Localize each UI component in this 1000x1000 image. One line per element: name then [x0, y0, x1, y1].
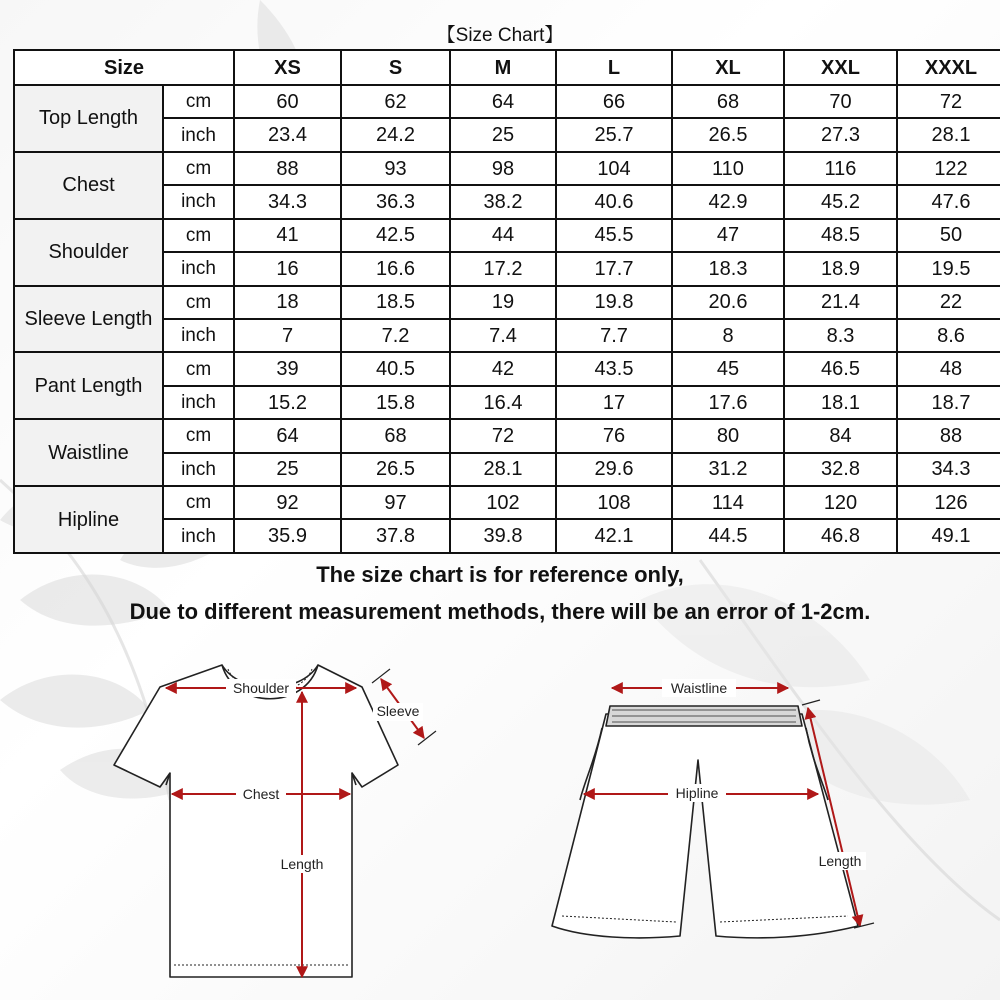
inch-value-cell: 42.1 [556, 519, 672, 553]
cm-value-cell: 19 [450, 286, 556, 319]
tshirt-diagram [100, 655, 460, 990]
inch-value-cell: 38.2 [450, 185, 556, 218]
inch-value-cell: 36.3 [341, 185, 450, 218]
size-xs-header: XS [234, 50, 341, 85]
cm-value-cell: 104 [556, 152, 672, 185]
cm-value-cell: 114 [672, 486, 784, 519]
unit-cm-label: cm [163, 286, 234, 319]
cm-value-cell: 46.5 [784, 352, 897, 385]
inch-value-cell: 16 [234, 252, 341, 285]
cm-value-cell: 66 [556, 85, 672, 118]
size-xl-header: XL [672, 50, 784, 85]
cm-value-cell: 64 [234, 419, 341, 452]
cm-value-cell: 20.6 [672, 286, 784, 319]
inch-value-cell: 8.3 [784, 319, 897, 352]
inch-value-cell: 17.6 [672, 386, 784, 419]
cm-value-cell: 84 [784, 419, 897, 452]
cm-value-cell: 18.5 [341, 286, 450, 319]
inch-value-cell: 34.3 [897, 453, 1000, 486]
shoulder-cm-row [14, 219, 1000, 252]
shorts-waistline-label: Waistline [670, 680, 728, 696]
size-chart-title: 【Size Chart】 [436, 25, 564, 46]
cm-value-cell: 48.5 [784, 219, 897, 252]
measure-label: Sleeve Length [14, 286, 163, 353]
cm-value-cell: 41 [234, 219, 341, 252]
inch-value-cell: 26.5 [341, 453, 450, 486]
cm-value-cell: 45 [672, 352, 784, 385]
unit-cm-label: cm [163, 85, 234, 118]
inch-value-cell: 46.8 [784, 519, 897, 553]
inch-value-cell: 34.3 [234, 185, 341, 218]
inch-value-cell: 18.1 [784, 386, 897, 419]
cm-value-cell: 22 [897, 286, 1000, 319]
inch-value-cell: 49.1 [897, 519, 1000, 553]
shirt-shoulder-label: Shoulder [232, 680, 290, 696]
measure-label: Chest [14, 152, 163, 219]
cm-value-cell: 80 [672, 419, 784, 452]
cm-value-cell: 60 [234, 85, 341, 118]
unit-inch-label: inch [163, 453, 234, 486]
chest-cm-row [14, 152, 1000, 185]
cm-value-cell: 70 [784, 85, 897, 118]
cm-value-cell: 88 [234, 152, 341, 185]
cm-value-cell: 42.5 [341, 219, 450, 252]
inch-value-cell: 18.9 [784, 252, 897, 285]
inch-value-cell: 40.6 [556, 185, 672, 218]
unit-inch-label: inch [163, 519, 234, 553]
inch-value-cell: 8.6 [897, 319, 1000, 352]
size-header-cell: Size [14, 50, 234, 85]
cm-value-cell: 68 [672, 85, 784, 118]
unit-cm-label: cm [163, 419, 234, 452]
cm-value-cell: 68 [341, 419, 450, 452]
inch-value-cell: 31.2 [672, 453, 784, 486]
unit-inch-label: inch [163, 185, 234, 218]
cm-value-cell: 88 [897, 419, 1000, 452]
shirt-sleeve-label: Sleeve [376, 703, 420, 719]
sleeve-length-cm-row [14, 286, 1000, 319]
cm-value-cell: 50 [897, 219, 1000, 252]
inch-value-cell: 17.2 [450, 252, 556, 285]
measure-label: Top Length [14, 85, 163, 152]
size-m-header: M [450, 50, 556, 85]
inch-value-cell: 42.9 [672, 185, 784, 218]
size-l-header: L [556, 50, 672, 85]
inch-value-cell: 7.2 [341, 319, 450, 352]
unit-inch-label: inch [163, 118, 234, 151]
cm-value-cell: 42 [450, 352, 556, 385]
inch-value-cell: 18.3 [672, 252, 784, 285]
cm-value-cell: 93 [341, 152, 450, 185]
inch-value-cell: 35.9 [234, 519, 341, 553]
size-xxxl-header: XXXL [897, 50, 1000, 85]
cm-value-cell: 116 [784, 152, 897, 185]
error-note: Due to different measurement methods, there will be an error of 1-2cm. [129, 599, 871, 624]
cm-value-cell: 21.4 [784, 286, 897, 319]
shorts-length-label: Length [818, 853, 862, 869]
cm-value-cell: 43.5 [556, 352, 672, 385]
inch-value-cell: 26.5 [672, 118, 784, 151]
inch-value-cell: 16.6 [341, 252, 450, 285]
measure-label: Shoulder [14, 219, 163, 286]
inch-value-cell: 8 [672, 319, 784, 352]
shirt-length-label: Length [280, 856, 324, 872]
shorts-diagram [540, 670, 900, 960]
inch-value-cell: 23.4 [234, 118, 341, 151]
cm-value-cell: 92 [234, 486, 341, 519]
inch-value-cell: 47.6 [897, 185, 1000, 218]
cm-value-cell: 48 [897, 352, 1000, 385]
shirt-chest-label: Chest [242, 786, 280, 802]
inch-value-cell: 37.8 [341, 519, 450, 553]
cm-value-cell: 62 [341, 85, 450, 118]
reference-note: The size chart is for reference only, [316, 562, 684, 587]
inch-value-cell: 18.7 [897, 386, 1000, 419]
cm-value-cell: 47 [672, 219, 784, 252]
size-table-body [14, 85, 1000, 553]
size-xxl-header: XXL [784, 50, 897, 85]
unit-inch-label: inch [163, 319, 234, 352]
inch-value-cell: 32.8 [784, 453, 897, 486]
inch-value-cell: 24.2 [341, 118, 450, 151]
cm-value-cell: 45.5 [556, 219, 672, 252]
cm-value-cell: 98 [450, 152, 556, 185]
unit-cm-label: cm [163, 352, 234, 385]
cm-value-cell: 76 [556, 419, 672, 452]
unit-cm-label: cm [163, 219, 234, 252]
shorts-hipline-label: Hipline [675, 785, 719, 801]
inch-value-cell: 28.1 [450, 453, 556, 486]
inch-value-cell: 17 [556, 386, 672, 419]
measure-label: Waistline [14, 419, 163, 486]
unit-cm-label: cm [163, 152, 234, 185]
inch-value-cell: 7.4 [450, 319, 556, 352]
inch-value-cell: 28.1 [897, 118, 1000, 151]
inch-value-cell: 44.5 [672, 519, 784, 553]
inch-value-cell: 7.7 [556, 319, 672, 352]
cm-value-cell: 122 [897, 152, 1000, 185]
inch-value-cell: 25.7 [556, 118, 672, 151]
cm-value-cell: 108 [556, 486, 672, 519]
cm-value-cell: 110 [672, 152, 784, 185]
inch-value-cell: 27.3 [784, 118, 897, 151]
inch-value-cell: 7 [234, 319, 341, 352]
unit-cm-label: cm [163, 486, 234, 519]
top-length-cm-row [14, 85, 1000, 118]
cm-value-cell: 102 [450, 486, 556, 519]
inch-value-cell: 17.7 [556, 252, 672, 285]
cm-value-cell: 120 [784, 486, 897, 519]
measure-label: Pant Length [14, 352, 163, 419]
inch-value-cell: 16.4 [450, 386, 556, 419]
cm-value-cell: 97 [341, 486, 450, 519]
tshirt-outline [114, 665, 398, 977]
unit-inch-label: inch [163, 386, 234, 419]
unit-inch-label: inch [163, 252, 234, 285]
cm-value-cell: 40.5 [341, 352, 450, 385]
inch-value-cell: 15.8 [341, 386, 450, 419]
inch-value-cell: 15.2 [234, 386, 341, 419]
inch-value-cell: 25 [234, 453, 341, 486]
cm-value-cell: 18 [234, 286, 341, 319]
pant-length-cm-row [14, 352, 1000, 385]
inch-value-cell: 19.5 [897, 252, 1000, 285]
size-header-row [14, 50, 1000, 85]
inch-value-cell: 39.8 [450, 519, 556, 553]
inch-value-cell: 29.6 [556, 453, 672, 486]
size-s-header: S [341, 50, 450, 85]
cm-value-cell: 64 [450, 85, 556, 118]
cm-value-cell: 72 [897, 85, 1000, 118]
inch-value-cell: 25 [450, 118, 556, 151]
waistline-cm-row [14, 419, 1000, 452]
cm-value-cell: 39 [234, 352, 341, 385]
shorts-outline [552, 706, 858, 938]
hipline-cm-row [14, 486, 1000, 519]
measure-label: Hipline [14, 486, 163, 553]
cm-value-cell: 19.8 [556, 286, 672, 319]
cm-value-cell: 126 [897, 486, 1000, 519]
inch-value-cell: 45.2 [784, 185, 897, 218]
size-chart-table [13, 49, 1000, 554]
cm-value-cell: 44 [450, 219, 556, 252]
cm-value-cell: 72 [450, 419, 556, 452]
